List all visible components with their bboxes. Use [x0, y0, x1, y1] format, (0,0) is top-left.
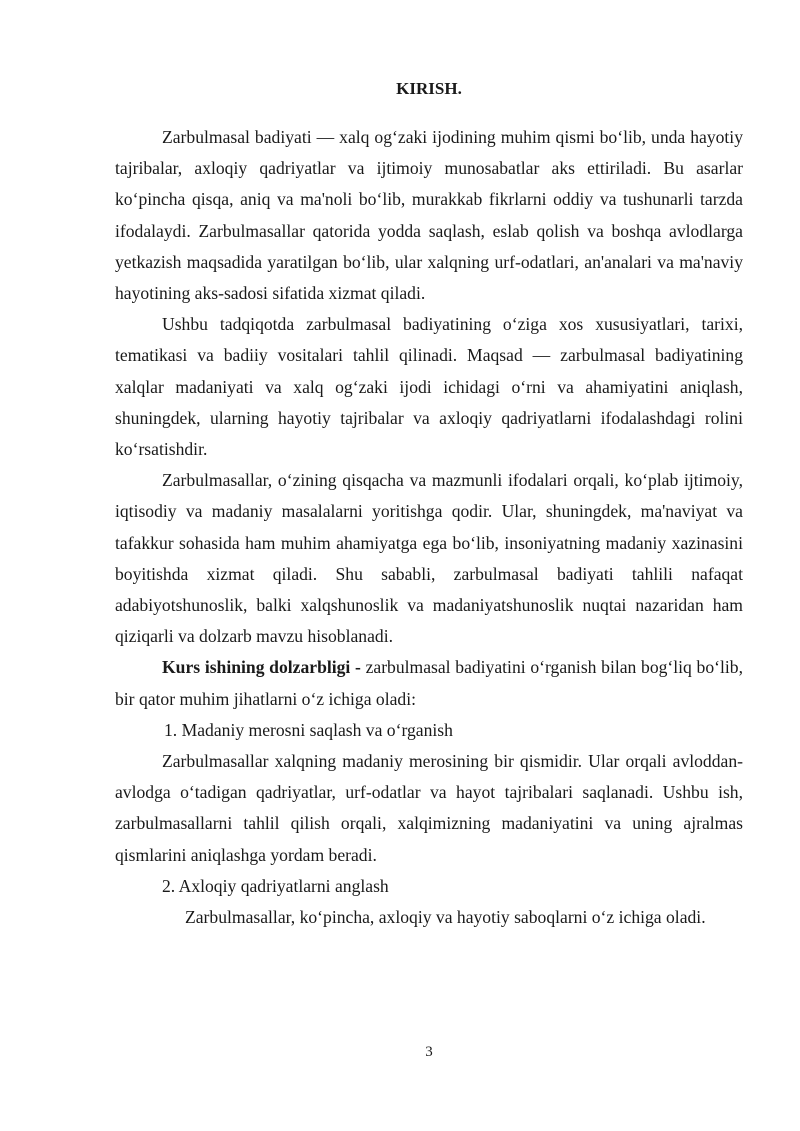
document-body [115, 122, 743, 933]
item-2-heading: 2. Axloqiy qadriyatlarni anglash [162, 875, 389, 896]
relevance-text: zarbulmasal badiyatini o‘rganish bilan bog‘liq bo‘lib, bir qator muhim jihatlarni o‘z ichiga oladi: [115, 657, 743, 709]
item-1-heading: 1. Madaniy merosni saqlash va o‘rganish [164, 719, 453, 740]
relevance-paragraph [115, 652, 743, 714]
item-2-text: Zarbulmasallar, ko‘pincha, axloqiy va hayotiy saboqlarni o‘z ichiga oladi. [185, 907, 706, 928]
page-number: 3 [425, 1044, 433, 1060]
intro-paragraph-1: Zarbulmasal badiyati — xalq og‘zaki ijodining muhim qismi bo‘lib, unda hayotiy tajribalar, axloqiy qadriyatlar va ijtimoiy munosabatlar aks ettiriladi. Bu asarlar ko‘pincha qisqa, aniq va ma'noli bo‘lib, murakkab fikrlarni oddiy va tushunarli tarzda ifodalaydi. Zarbulmasallar qatorida yodda saqlash, eslab qolish va boshqa avlodlarga yetkazish maqsadida yaratilgan bo‘lib, ular xalqning urf-odatlari, an'analari va ma'naviy hayotining aks-sadosi sifatida xizmat qiladi. [115, 127, 743, 304]
relevance-lead: Kurs ishining dolzarbligi - [162, 657, 361, 678]
document-page [115, 0, 743, 1131]
intro-paragraph-2: Ushbu tadqiqotda zarbulmasal badiyatining o‘ziga xos xususiyatlari, tarixi, tematikasi va badiiy vositalari tahlil qilinadi. Maqsad — zarbulmasal badiyatining xalqlar madaniyati va xalq og‘zaki ijodi ichidagi o‘rni va ahamiyatini aniqlash, shuningdek, ularning hayotiy tajribalar va axloqiy qadriyatlarni ifodalashdagi rolini ko‘rsatishdir. [115, 314, 743, 460]
item-1-text: Zarbulmasallar xalqning madaniy merosining bir qismidir. Ular orqali avloddan-avlodga o‘tadigan qadriyatlar, urf-odatlar va hayot tajribalari saqlanadi. Ushbu ish, zarbulmasallarni tahlil qilish orqali, xalqimizning madaniyatini va uning ajralmas qismlarini aniqlashga yordam beradi. [115, 751, 743, 865]
intro-paragraph-3: Zarbulmasallar, o‘zining qisqacha va mazmunli ifodalari orqali, ko‘plab ijtimoiy, iqtisodiy va madaniy masalalarni yoritishga qodir. Ular, shuningdek, ma'naviyat va tafakkur sohasida ham muhim ahamiyatga ega bo‘lib, insoniyatning madaniy xazinasini boyitishda xizmat qiladi. Shu sababli, zarbulmasal badiyati tahlili nafaqat adabiyotshunoslik, balki xalqshunoslik va madaniyatshunoslik nuqtai nazaridan ham qiziqarli va dolzarb mavzu hisoblanadi. [115, 470, 743, 647]
page-title: KIRISH. [396, 79, 462, 98]
